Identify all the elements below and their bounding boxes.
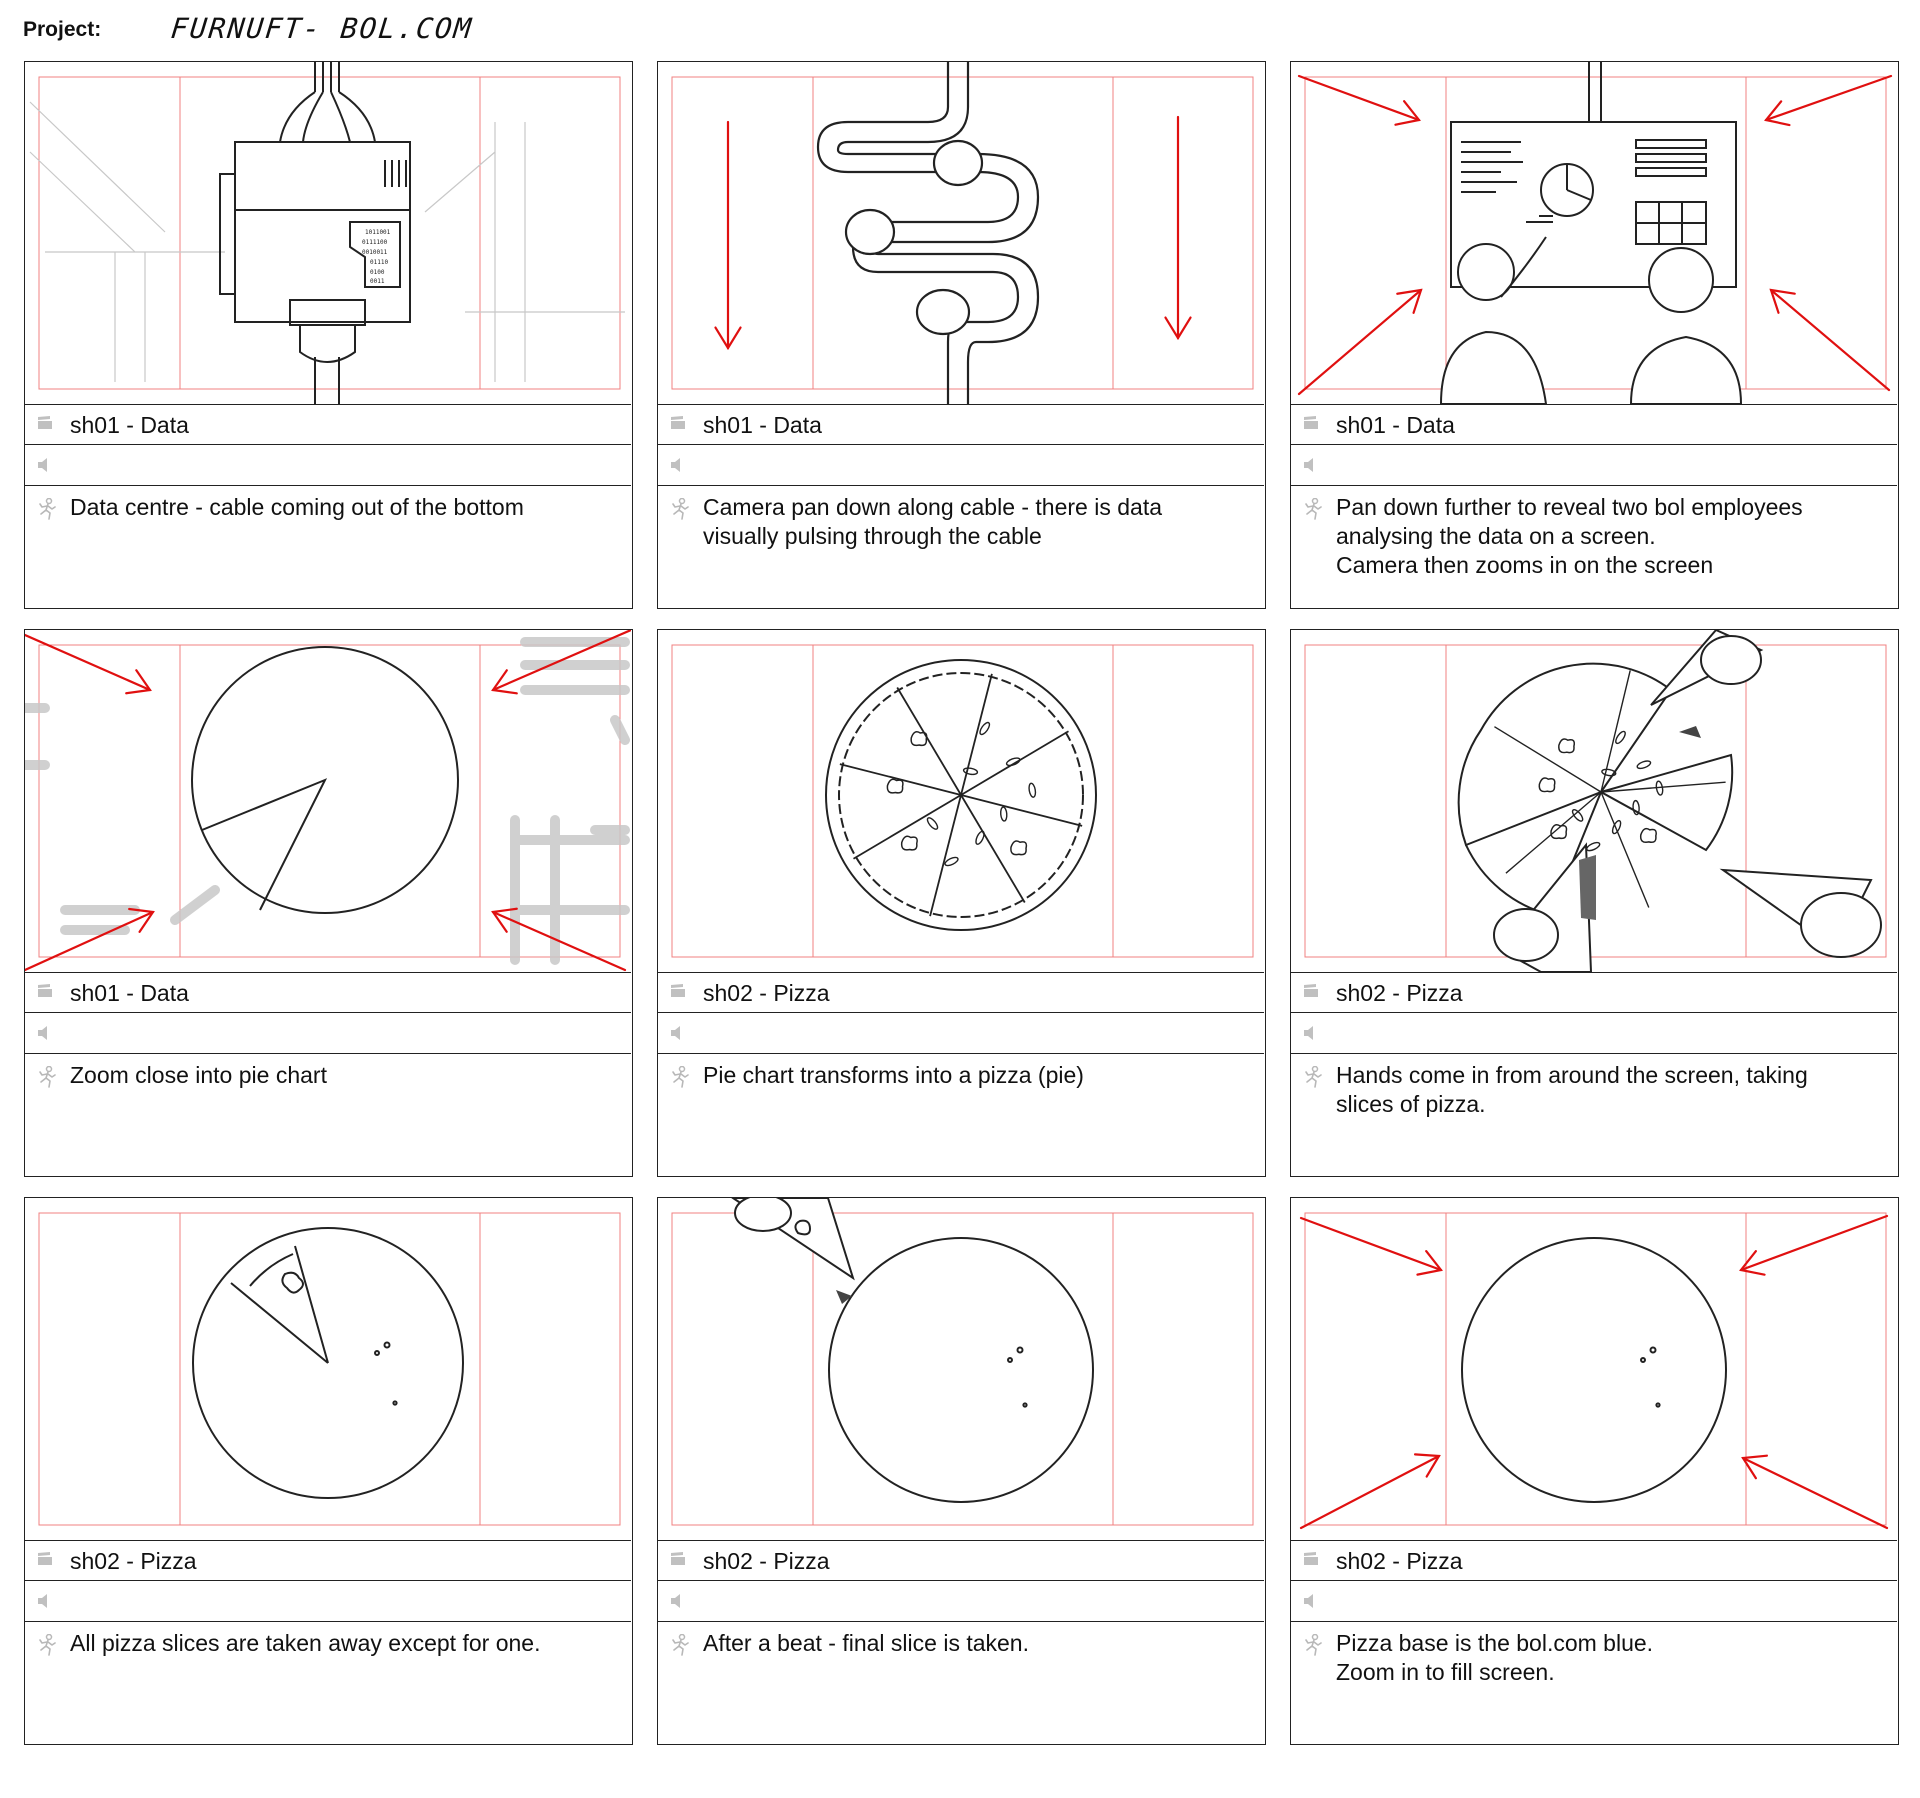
camera-move-arrow [25,635,150,693]
clapperboard-icon [670,416,686,430]
audio-row [658,1581,1264,1622]
audio-row [1291,445,1897,486]
action-row [25,1622,631,1744]
sketch-frame [658,630,1264,973]
shot-label: sh02 - Pizza [1336,980,1463,1006]
clapperboard-icon [1303,416,1319,430]
audio-row [25,1013,631,1054]
sketch-frame [658,62,1264,405]
sketch-one-slice-left [25,1198,631,1540]
audio-row [658,1013,1264,1054]
running-figure-icon [37,1066,57,1088]
shot-row [25,405,631,445]
action-description [1336,493,1881,580]
speaker-icon [37,1594,53,1608]
clapperboard-icon [1303,984,1319,998]
action-description [703,1629,1248,1658]
clapperboard-icon [37,416,53,430]
camera-move-arrow [1766,76,1891,125]
action-line: Data centre - cable coming out of the bottom [70,494,524,520]
shot-row [1291,973,1897,1013]
running-figure-icon [670,498,690,520]
sketch-final-slice-taken [658,1198,1264,1540]
action-line: Pie chart transforms into a pizza (pie) [703,1062,1084,1088]
clapperboard-icon [1303,1552,1319,1566]
action-description [1336,1061,1881,1119]
running-figure-icon [1303,1634,1323,1656]
shot-row [658,405,1264,445]
running-figure-icon [1303,498,1323,520]
sketch-employees-screen [1291,62,1897,404]
speaker-icon [1303,1594,1319,1608]
action-row [1291,486,1897,608]
speaker-icon [37,458,53,472]
action-line: Camera then zooms in on the screen [1336,552,1714,578]
audio-row [1291,1013,1897,1054]
svg-text:01110: 01110 [370,259,389,266]
storyboard-panel-8 [657,1197,1266,1745]
shot-label: sh01 - Data [703,412,822,438]
storyboard-panel-5 [657,629,1266,1177]
sketch-pizza-base-zoom [1291,1198,1897,1540]
action-line: Camera pan down along cable - there is data [703,494,1163,520]
camera-move-arrow [1301,1218,1441,1275]
project-label: Project: [23,18,102,41]
action-description [70,1061,615,1090]
shot-row [1291,1541,1897,1581]
speaker-icon [670,458,686,472]
action-line: analysing the data on a screen. [1336,523,1656,549]
shot-row [25,1541,631,1581]
action-line: Zoom in to fill screen. [1336,1659,1555,1685]
shot-row [25,973,631,1013]
project-name: FURNUFT- BOL.COM [169,12,475,45]
action-line: Pizza base is the bol.com blue. [1336,1630,1654,1656]
clapperboard-icon [670,1552,686,1566]
action-line: All pizza slices are taken away except for one. [70,1630,541,1656]
action-row [658,486,1264,608]
action-line: After a beat - final slice is taken. [703,1630,1029,1656]
camera-move-arrow [1771,290,1889,390]
storyboard-panel-4 [24,629,633,1177]
camera-move-arrow [25,909,153,970]
camera-move-arrow [715,122,740,348]
action-description [703,493,1248,551]
action-line: Pan down further to reveal two bol employees [1336,494,1803,520]
svg-text:0011: 0011 [370,278,385,285]
storyboard-panel-7 [24,1197,633,1745]
shot-label: sh02 - Pizza [70,1548,197,1574]
sketch-cable [658,62,1264,404]
storyboard-panel-3 [1290,61,1899,609]
action-description [1336,1629,1881,1687]
audio-row [25,445,631,486]
running-figure-icon [1303,1066,1323,1088]
sketch-frame [1291,1198,1897,1541]
action-row [658,1622,1264,1744]
action-line: slices of pizza. [1336,1091,1486,1117]
speaker-icon [1303,1026,1319,1040]
storyboard-panel-9 [1290,1197,1899,1745]
running-figure-icon [37,1634,57,1656]
shot-row [1291,405,1897,445]
action-row [1291,1054,1897,1176]
camera-move-arrow [1301,1454,1439,1528]
audio-row [25,1581,631,1622]
sketch-frame [25,630,631,973]
audio-row [1291,1581,1897,1622]
speaker-icon [670,1026,686,1040]
camera-move-arrow [1165,117,1190,338]
svg-text:1011001: 1011001 [365,229,391,236]
shot-label: sh01 - Data [70,980,189,1006]
sketch-frame [25,1198,631,1541]
storyboard-panel-1 [24,61,633,609]
sketch-pizza [658,630,1264,972]
sketch-frame [1291,62,1897,405]
shot-label: sh01 - Data [70,412,189,438]
sketch-data-centre [25,62,631,404]
camera-move-arrow [1299,290,1421,394]
action-row [1291,1622,1897,1744]
speaker-icon [37,1026,53,1040]
action-description [70,1629,615,1658]
sketch-frame [1291,630,1897,973]
clapperboard-icon [670,984,686,998]
action-row [25,1054,631,1176]
action-row [658,1054,1264,1176]
camera-move-arrow [1741,1216,1887,1275]
svg-text:0111100: 0111100 [362,239,388,246]
action-description [703,1061,1248,1090]
svg-text:0100: 0100 [370,269,385,276]
speaker-icon [670,1594,686,1608]
camera-move-arrow [1743,1456,1887,1528]
shot-label: sh02 - Pizza [703,1548,830,1574]
clapperboard-icon [37,984,53,998]
svg-text:0010011: 0010011 [362,249,388,256]
storyboard-panel-2 [657,61,1266,609]
sketch-hands-taking-slices [1291,630,1897,972]
clapperboard-icon [37,1552,53,1566]
running-figure-icon [37,498,57,520]
audio-row [658,445,1264,486]
action-line: Zoom close into pie chart [70,1062,327,1088]
shot-row [658,1541,1264,1581]
action-row [25,486,631,608]
action-line: visually pulsing through the cable [703,523,1042,549]
camera-move-arrow [1299,76,1419,125]
speaker-icon [1303,458,1319,472]
sketch-frame [25,62,631,405]
action-line: Hands come in from around the screen, taking [1336,1062,1808,1088]
shot-label: sh01 - Data [1336,412,1455,438]
running-figure-icon [670,1066,690,1088]
action-description [70,493,615,522]
sketch-pie-chart [25,630,631,972]
shot-label: sh02 - Pizza [703,980,830,1006]
storyboard-panel-6 [1290,629,1899,1177]
running-figure-icon [670,1634,690,1656]
shot-label: sh02 - Pizza [1336,1548,1463,1574]
shot-row [658,973,1264,1013]
sketch-frame [658,1198,1264,1541]
